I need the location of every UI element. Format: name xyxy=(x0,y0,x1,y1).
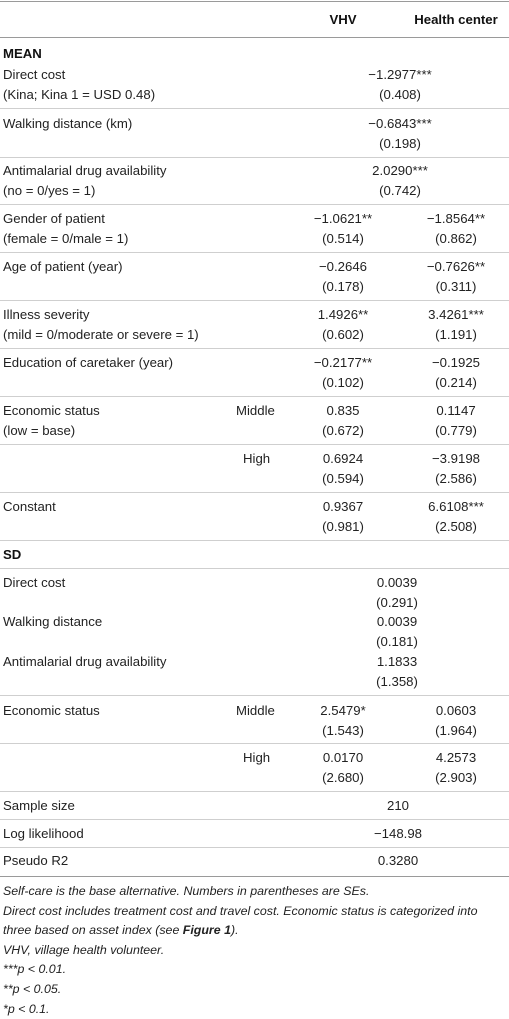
row-sublabel-gender: (female = 0/male = 1) xyxy=(3,231,129,246)
vhv-se-education: (0.102) xyxy=(322,375,364,390)
vhv-coef-illness: 1.4926** xyxy=(317,307,369,322)
coef-direct-cost: −1.2977*** xyxy=(368,67,432,82)
sd-se-direct-cost: (0.291) xyxy=(376,595,418,610)
stat-label-log-likelihood: Log likelihood xyxy=(3,826,84,841)
column-header-vhv: VHV xyxy=(329,12,357,27)
row-label-constant: Constant xyxy=(3,499,56,514)
hc-coef-econ-high: −3.9198 xyxy=(431,451,481,466)
row-divider xyxy=(0,743,509,744)
row-sublabel-economic-status: (low = base) xyxy=(3,423,76,438)
vhv-coef-constant: 0.9367 xyxy=(322,499,364,514)
row-divider xyxy=(0,252,509,253)
sd-row-label-drug-availability: Antimalarial drug availability xyxy=(3,654,167,669)
hc-coef-illness: 3.4261*** xyxy=(428,307,484,322)
sd-vhv-coef-econ-high: 0.0170 xyxy=(322,750,364,765)
row-divider xyxy=(0,396,509,397)
hc-se-age: (0.311) xyxy=(435,279,477,294)
footnote-asset-index xyxy=(3,921,506,941)
table-footnotes xyxy=(3,882,506,1019)
vhv-coef-econ-high: 0.6924 xyxy=(322,451,364,466)
top-rule xyxy=(0,1,509,2)
sd-sublevel-label-middle: Middle xyxy=(236,703,275,718)
vhv-se-econ-middle: (0.672) xyxy=(322,423,364,438)
row-divider xyxy=(0,847,509,848)
vhv-se-constant: (0.981) xyxy=(322,519,364,534)
coef-drug-availability: 2.0290*** xyxy=(372,163,428,178)
row-divider xyxy=(0,819,509,820)
vhv-coef-age: −0.2646 xyxy=(318,259,368,274)
stat-label-pseudo-r2: Pseudo R2 xyxy=(3,853,69,868)
vhv-se-gender: (0.514) xyxy=(322,231,364,246)
sd-vhv-se-econ-high: (2.680) xyxy=(322,770,364,785)
row-sublabel-drug-availability: (no = 0/yes = 1) xyxy=(3,183,96,198)
footnote-vhv-abbrev: VHV, village health volunteer. xyxy=(3,942,165,957)
footnote-p001: ***p < 0.01. xyxy=(3,962,67,977)
footnote-asset-index-end: ). xyxy=(230,923,239,938)
row-label-age: Age of patient (year) xyxy=(3,259,123,274)
row-divider xyxy=(0,108,509,109)
sd-coef-direct-cost: 0.0039 xyxy=(376,575,418,590)
hc-coef-constant: 6.6108*** xyxy=(428,499,484,514)
sd-hc-coef-econ-high: 4.2573 xyxy=(435,750,477,765)
sd-row-label-economic-status: Economic status xyxy=(3,703,100,718)
row-sublabel-illness: (mild = 0/moderate or severe = 1) xyxy=(3,327,199,342)
sublevel-label-middle: Middle xyxy=(236,403,275,418)
row-label-education: Education of caretaker (year) xyxy=(3,355,174,370)
row-divider xyxy=(0,568,509,569)
row-label-illness: Illness severity xyxy=(3,307,90,322)
hc-coef-econ-middle: 0.1147 xyxy=(436,403,476,418)
sd-hc-se-econ-middle: (1.964) xyxy=(435,723,477,738)
row-label-drug-availability: Antimalarial drug availability xyxy=(3,163,167,178)
section-sd-title: SD xyxy=(3,547,22,562)
vhv-se-econ-high: (0.594) xyxy=(322,471,364,486)
row-divider xyxy=(0,695,509,696)
column-header-health-center: Health center xyxy=(414,12,498,27)
se-drug-availability: (0.742) xyxy=(379,183,421,198)
sd-vhv-se-econ-middle: (1.543) xyxy=(322,723,364,738)
sd-se-drug-availability: (1.358) xyxy=(376,674,418,689)
sd-coef-walking-distance: 0.0039 xyxy=(376,614,418,629)
hc-se-gender: (0.862) xyxy=(435,231,477,246)
row-divider xyxy=(0,791,509,792)
stat-value-sample-size: 210 xyxy=(386,798,410,813)
se-direct-cost: (0.408) xyxy=(379,87,421,102)
sublevel-label-high: High xyxy=(243,451,271,466)
hc-se-education: (0.214) xyxy=(435,375,477,390)
row-divider xyxy=(0,348,509,349)
vhv-coef-education: −0.2177** xyxy=(313,355,373,370)
row-label-economic-status: Economic status xyxy=(3,403,100,418)
hc-se-illness: (1.191) xyxy=(435,327,477,342)
row-divider xyxy=(0,444,509,445)
vhv-se-illness: (0.602) xyxy=(322,327,364,342)
row-divider xyxy=(0,492,509,493)
hc-coef-gender: −1.8564** xyxy=(426,211,486,226)
coef-walking-distance: −0.6843*** xyxy=(368,116,432,131)
hc-se-econ-middle: (0.779) xyxy=(435,423,477,438)
footnote-p005: **p < 0.05. xyxy=(3,981,62,996)
figure-1-link[interactable]: Figure 1 xyxy=(182,923,231,938)
row-divider xyxy=(0,204,509,205)
header-rule xyxy=(0,37,509,38)
row-label-walking-distance: Walking distance (km) xyxy=(3,116,133,131)
hc-se-econ-high: (2.586) xyxy=(435,471,477,486)
row-sublabel-direct-cost: (Kina; Kina 1 = USD 0.48) xyxy=(3,87,156,102)
footnote-direct-cost: Direct cost includes treatment cost and travel cost. Economic status is categorized into xyxy=(3,903,478,918)
row-divider xyxy=(0,540,509,541)
footnote-p01: *p < 0.1. xyxy=(3,1001,50,1016)
sd-row-label-walking-distance: Walking distance xyxy=(3,614,103,629)
sd-hc-coef-econ-middle: 0.0603 xyxy=(435,703,477,718)
footnote-asset-index-text: three based on asset index (see xyxy=(3,923,183,938)
row-divider xyxy=(0,300,509,301)
section-mean-title: MEAN xyxy=(3,46,42,61)
row-label-gender: Gender of patient xyxy=(3,211,105,226)
vhv-coef-econ-middle: 0.835 xyxy=(326,403,360,418)
row-label-direct-cost: Direct cost xyxy=(3,67,66,82)
sd-se-walking-distance: (0.181) xyxy=(376,634,418,649)
sd-sublevel-label-high: High xyxy=(243,750,271,765)
hc-coef-education: −0.1925 xyxy=(431,355,481,370)
hc-se-constant: (2.508) xyxy=(435,519,477,534)
se-walking-distance: (0.198) xyxy=(379,136,421,151)
hc-coef-age: −0.7626** xyxy=(426,259,486,274)
footnote-base-alternative: Self-care is the base alternative. Numbers in parentheses are SEs. xyxy=(3,884,370,898)
sd-row-label-direct-cost: Direct cost xyxy=(3,575,66,590)
sd-vhv-coef-econ-middle: 2.5479* xyxy=(320,703,366,718)
stat-value-log-likelihood: −148.98 xyxy=(373,826,423,841)
vhv-se-age: (0.178) xyxy=(322,279,364,294)
stat-label-sample-size: Sample size xyxy=(3,798,75,813)
sd-coef-drug-availability: 1.1833 xyxy=(376,654,418,669)
sd-hc-se-econ-high: (2.903) xyxy=(435,770,477,785)
row-divider xyxy=(0,157,509,158)
stat-value-pseudo-r2: 0.3280 xyxy=(377,853,419,868)
vhv-coef-gender: −1.0621** xyxy=(313,211,373,226)
bottom-rule xyxy=(0,876,509,877)
